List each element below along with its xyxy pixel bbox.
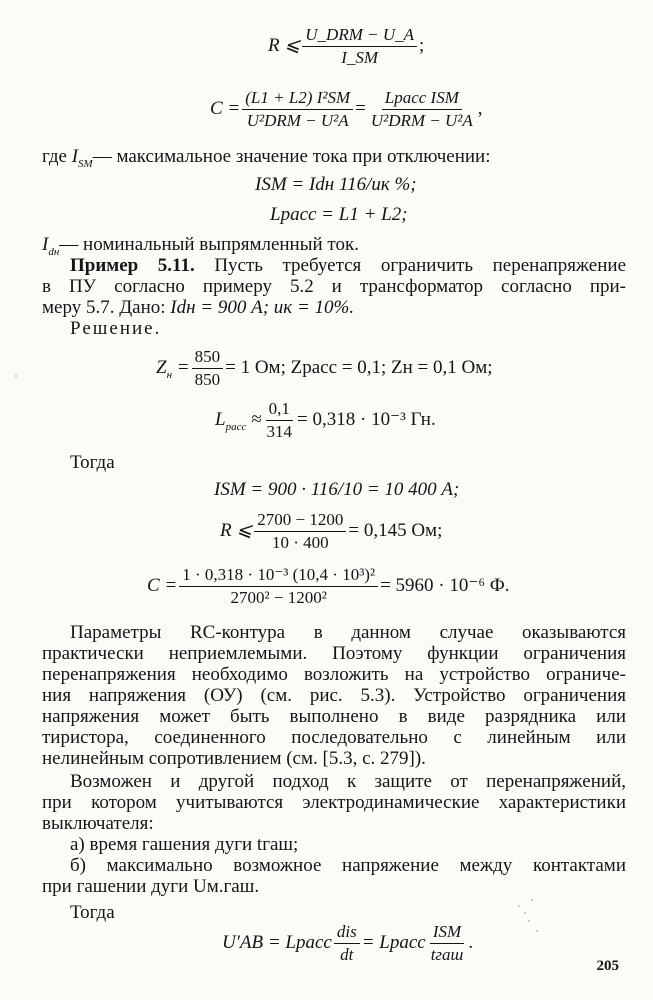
text-togda-1: Тогда <box>70 452 115 473</box>
paragraph-1-line-5: напряжения может быть выполнено в виде разрядника или <box>42 706 626 727</box>
paragraph-1-line-2: практически неприемлемыми. Поэтому функции ограничения <box>42 643 626 664</box>
formula-c-fraction-2: $\frac{\text{Lрасс ISM}}{\text{U²DRM − U²A}}$ <box>370 87 473 130</box>
list-item-b-line-1: б) максимально возможное напряжение между контактами <box>70 855 626 876</box>
formula-c-capacitance: C = $\frac{\text{(L1 + L2) I²SM}}{\text{U²DRM − U²A}}$ = $\frac{\text{Lрасс ISM}}{\text{U²DRM − U²A}}$ , <box>210 87 483 130</box>
formula-r-calc-fraction: $\frac{2700 - 1200}{10 \cdot 400}$ <box>254 510 346 553</box>
paragraph-1-line-6: тиристора, соединенного последовательно с линейным или <box>42 727 626 748</box>
formula-c-left: C = <box>210 98 241 119</box>
formula-ism-def: ISM = Idн 116/uк %; <box>255 174 417 195</box>
formula-lrass-fraction: $\frac{0,1}{314}$ <box>266 398 293 441</box>
formula-zn: $Z_н$ = $\frac{850}{850}$ = 1 Ом; Zрасс = 0,1; Zн = 0,1 Ом; <box>156 346 493 389</box>
paragraph-1-line-7: нелинейным сопротивлением (см. [5.3, с. 279]). <box>42 748 426 769</box>
text-idn-def: $I_{dн}—$ номинальный выпрямленный ток. <box>42 234 359 258</box>
formula-r-denominator: I_SM <box>341 47 379 67</box>
formula-c-calc-fraction: $\frac{\text{1 · 0,318 · 10⁻³ (10,4 · 10³)²}}{\text{2700² − 1200²}}$ <box>179 565 378 608</box>
paragraph-2-line-2: при котором учитываются электродинамические характеристики <box>42 792 626 813</box>
paragraph-2-line-3: выключателя: <box>42 813 154 834</box>
paragraph-1-line-1: Параметры RC-контура в данном случае оказываются <box>70 622 626 643</box>
formula-r-left: R ⩽ <box>268 35 301 56</box>
formula-c-calc: C = $\frac{\text{1 · 0,318 · 10⁻³ (10,4 · 10³)²}}{\text{2700² − 1200²}}$ = 5960 · 10⁻⁶ Ф. <box>147 564 510 607</box>
text-togda-2: Тогда <box>70 902 115 923</box>
formula-r-fraction <box>302 25 417 68</box>
formula-c-fraction-1: $\frac{\text{(L1 + L2) I²SM}}{\text{U²DRM − U²A}}$ <box>242 88 353 131</box>
formula-uab: U′AB = Lрасс $\frac{\text{dis}}{dt}$ = Lрасс $\frac{\text{ISM}}{\text{tгаш}}$ . <box>222 921 474 964</box>
example-line-1: Пример 5.11. Пусть требуется ограничить перенапряжение <box>70 255 627 276</box>
example-title: Пример 5.11. <box>70 255 195 276</box>
formula-lrass-def: Lрасс = L1 + L2; <box>270 204 408 225</box>
scan-speck <box>536 930 538 932</box>
scan-speck <box>524 912 526 914</box>
formula-r-limit: R ⩽ $\frac{\text{U\_DRM − U\_A}}{I\_SM}$ ; <box>268 24 425 67</box>
formula-lrass-approx: $L_{расс}$ ≈ $\frac{0,1}{314}$ = 0,318 · 10⁻³ Гн. <box>215 398 436 441</box>
example-line-2: в ПУ согласно примеру 5.2 и трансформатор согласно при- <box>42 276 626 297</box>
list-item-b-line-2: при гашении дуги Uм.гаш. <box>42 876 260 897</box>
list-item-a: а) время гашения дуги tгаш; <box>70 834 299 855</box>
formula-uab-fraction-1: $\frac{\text{dis}}{dt}$ <box>334 922 360 965</box>
scan-speck <box>15 375 17 377</box>
text-where: где $I_{SM}—$ максимальное значение тока при отключении: <box>42 146 491 170</box>
formula-ism-calc: ISM = 900 · 116/10 = 10 400 А; <box>214 479 460 500</box>
formula-r-numerator: U_DRM − U_A <box>302 25 417 47</box>
paragraph-1-line-4: ния напряжения (ОУ) (см. рис. 5.3). Устройство ограничения <box>42 685 626 706</box>
formula-uab-fraction-2: $\frac{\text{ISM}}{\text{tгаш}}$ <box>430 921 464 964</box>
scan-speck <box>528 920 530 922</box>
formula-r-calc: R ⩽ $\frac{2700 - 1200}{10 \cdot 400}$ = 0,145 Ом; <box>220 509 443 552</box>
formula-zn-fraction: $\frac{850}{850}$ <box>192 347 224 390</box>
example-line-3: меру 5.7. Дано: Idн = 900 А; uк = 10%. <box>42 297 355 318</box>
page-number: 205 <box>596 958 619 974</box>
scan-speck <box>518 905 520 907</box>
paragraph-1-line-3: перенапряжения необходимо возложить на устройство ограниче- <box>42 664 626 685</box>
solution-heading: Решение. <box>70 318 162 339</box>
scan-speck <box>531 899 533 901</box>
paragraph-2-line-1: Возможен и другой подход к защите от перенапряжений, <box>70 771 626 792</box>
